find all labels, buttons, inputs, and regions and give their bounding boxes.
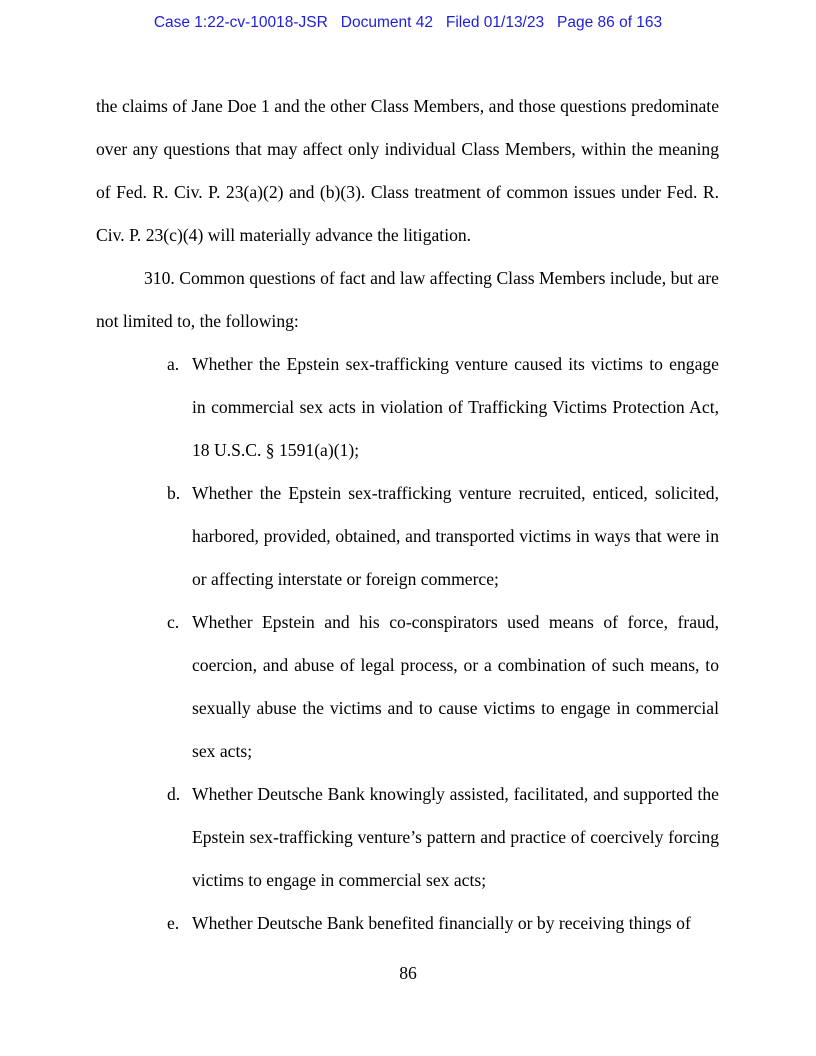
list-item (167, 343, 719, 472)
list-marker: d. (167, 784, 181, 804)
list-marker: e. (167, 913, 180, 933)
list-item-text: Whether the Epstein sex-trafficking venture recruited, enticed, solicited, harbored, provided, obtained, and transported victims in ways that were in or affecting interstate or foreign commerce; (192, 483, 719, 589)
list-item (167, 773, 719, 902)
list-item-text: Whether the Epstein sex-trafficking venture caused its victims to engage in commercial sex acts in violation of Trafficking Victims Protection Act, 18 U.S.C. § 1591(a)(1); (192, 354, 719, 460)
document-body (96, 85, 719, 945)
list-marker: c. (167, 612, 180, 632)
page-number: 86 (399, 963, 417, 983)
continuation-paragraph: the claims of Jane Doe 1 and the other Class Members, and those questions predominate over any questions that may affect only individual Class Members, within the meaning of Fed. R. Civ. P. 23(a)(2) and (b)(3). Class treatment of common issues under Fed. R. Civ. P. 23(c)(4) will materially advance the litigation. (96, 96, 719, 245)
list-item-text: Whether Deutsche Bank knowingly assisted, facilitated, and supported the Epstein sex-trafficking venture’s pattern and practice of coercively forcing victims to engage in commercial sex acts; (192, 784, 719, 890)
list-marker: b. (167, 483, 181, 503)
list-item-text: Whether Epstein and his co-conspirators used means of force, fraud, coercion, and abuse of legal process, or a combination of such means, to sexually abuse the victims and to cause victims to engage in commercial sex acts; (192, 612, 719, 761)
list-item (167, 902, 719, 945)
common-questions-list (96, 343, 719, 945)
paragraph-310: 310. Common questions of fact and law affecting Class Members include, but are not limited to, the following: (96, 268, 719, 331)
list-item (167, 472, 719, 601)
list-marker: a. (167, 354, 180, 374)
list-item (167, 601, 719, 773)
list-item-text: Whether Deutsche Bank benefited financially or by receiving things of (192, 913, 691, 933)
case-header: Case 1:22-cv-10018-JSR Document 42 Filed 01/13/23 Page 86 of 163 (153, 14, 663, 31)
